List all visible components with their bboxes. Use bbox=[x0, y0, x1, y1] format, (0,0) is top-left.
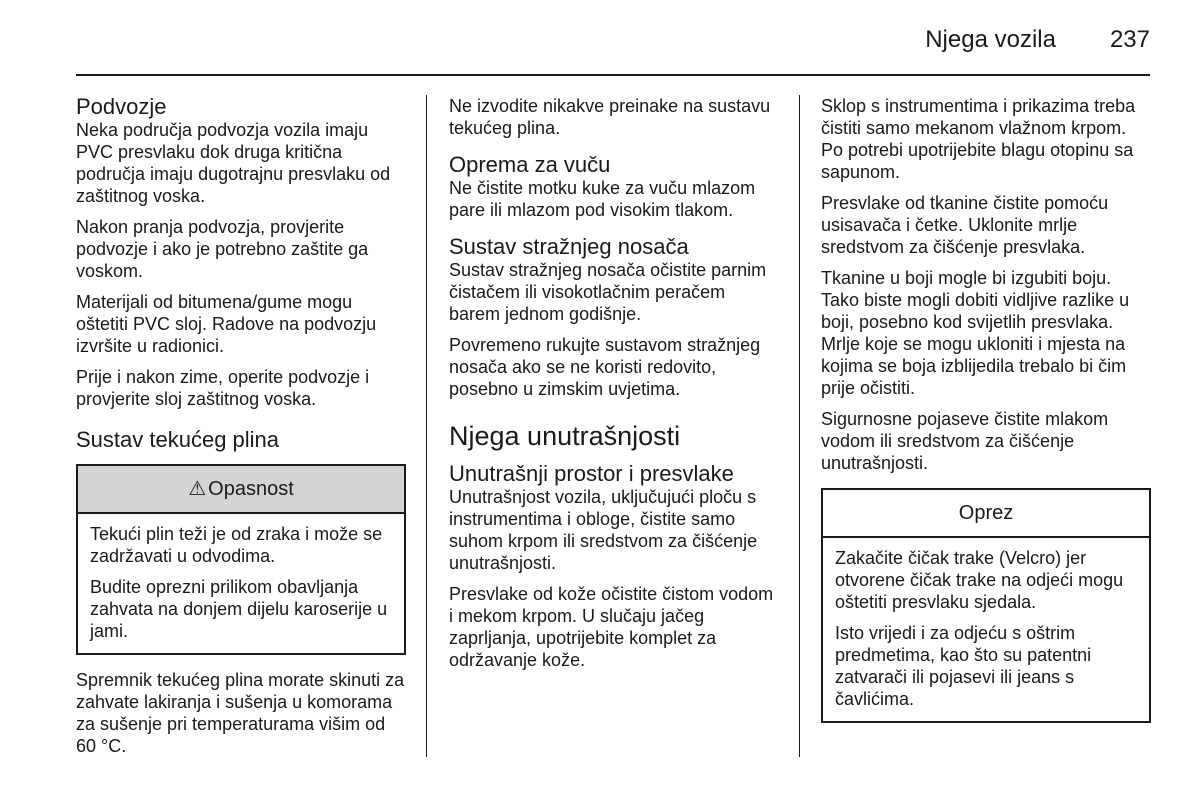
paragraph: Nakon pranja podvozja, provjerite podvozje i ako je potrebno zaštite ga voskom. bbox=[76, 217, 369, 281]
paragraph: Unutrašnjost vozila, uključujući ploču s instrumentima i obloge, čistite samo suhom krpom ili sredstvom za čišćenje unutrašnjosti. bbox=[449, 487, 758, 573]
paragraph: Budite oprezni prilikom obavljanja zahvata na donjem dijelu karoserije u jami. bbox=[90, 577, 388, 641]
danger-label: Opasnost bbox=[208, 478, 294, 500]
paragraph: Prije i nakon zime, operite podvozje i provjerite sloj zaštitnog voska. bbox=[76, 367, 370, 409]
column-1 bbox=[76, 95, 406, 766]
paragraph: Povremeno rukujte sustavom stražnjeg nosača ako se ne koristi redovito, posebno u zimskim uvjetima. bbox=[449, 335, 761, 399]
column-divider bbox=[426, 95, 427, 757]
column-divider bbox=[799, 95, 800, 757]
paragraph: Spremnik tekućeg plina morate skinuti za zahvate lakiranja i sušenja u komorama za sušenje pri temperaturama višim od 60 °C. bbox=[76, 670, 405, 756]
paragraph: Sigurnosne pojaseve čistite mlakom vodom ili sredstvom za čišćenje unutrašnjosti. bbox=[821, 409, 1109, 473]
danger-box-header bbox=[78, 466, 404, 514]
heading-podvozje: Podvozje bbox=[76, 94, 167, 119]
heading-prostor: Unutrašnji prostor i presvlake bbox=[449, 461, 734, 486]
paragraph: Materijali od bitumena/gume mogu oštetiti PVC sloj. Radove na podvozju izvršite u radionici. bbox=[76, 292, 377, 356]
heading-nosac: Sustav stražnjeg nosača bbox=[449, 234, 689, 259]
paragraph: Neka područja podvozja vozila imaju PVC presvlaku dok druga kritična područja imaju dugotrajnu presvlaku od zaštitnog voska. bbox=[76, 120, 391, 206]
caution-box bbox=[821, 488, 1151, 723]
caution-label: Oprez bbox=[958, 502, 1014, 524]
section-title: Njega vozila bbox=[925, 26, 1056, 53]
paragraph: Zakačite čičak trake (Velcro) jer otvorene čičak trake na odjeći mogu oštetiti presvlaku sjedala. bbox=[835, 548, 1124, 612]
column-3 bbox=[821, 95, 1151, 737]
warning-triangle-icon: ⚠ bbox=[188, 478, 207, 500]
header-rule bbox=[76, 74, 1150, 76]
paragraph: Tekući plin teži je od zraka i može se zadržavati u odvodima. bbox=[90, 524, 383, 566]
heading-unutrasnjost: Njega unutrašnjosti bbox=[449, 421, 681, 451]
paragraph: Isto vrijedi i za odjeću s oštrim predmetima, kao što su patentni zatvarači ili pojasevi ili jeans s čavlićima. bbox=[835, 623, 1092, 709]
paragraph: Sustav stražnjeg nosača očistite parnim čistačem ili visokotlačnim peračem barem jednom godišnje. bbox=[449, 260, 767, 324]
caution-box-body bbox=[823, 538, 1149, 721]
paragraph: Presvlake od kože očistite čistom vodom i mekom krpom. U slučaju jačeg zaprljanja, upotrijebite komplet za održavanje kože. bbox=[449, 584, 774, 670]
paragraph: Ne izvodite nikakve preinake na sustavu tekućeg plina. bbox=[449, 96, 771, 138]
paragraph: Presvlake od tkanine čistite pomoću usisavača i četke. Uklonite mrlje sredstvom za čišćenje presvlaka. bbox=[821, 193, 1109, 257]
caution-box-header bbox=[823, 490, 1149, 538]
paragraph: Tkanine u boji mogle bi izgubiti boju. Tako biste mogli dobiti vidljive razlike u boji, posebno kod svijetlih presvlaka. Mrlje koje se mogu ukloniti i mjesta na kojima se boja izblijedila trebalo bi čim prije očistiti. bbox=[821, 268, 1130, 398]
heading-plin: Sustav tekućeg plina bbox=[76, 427, 280, 452]
danger-box-body bbox=[78, 514, 404, 653]
paragraph: Sklop s instrumentima i prikazima treba čistiti samo mekanom vlažnom krpom. Po potrebi upotrijebite blagu otopinu sa sapunom. bbox=[821, 96, 1136, 182]
page-number: 237 bbox=[1109, 26, 1150, 53]
paragraph: Ne čistite motku kuke za vuču mlazom pare ili mlazom pod visokim tlakom. bbox=[449, 178, 756, 220]
danger-box bbox=[76, 464, 406, 655]
heading-vuca: Oprema za vuču bbox=[449, 152, 611, 177]
page-header bbox=[925, 26, 1150, 54]
column-2 bbox=[449, 95, 781, 680]
